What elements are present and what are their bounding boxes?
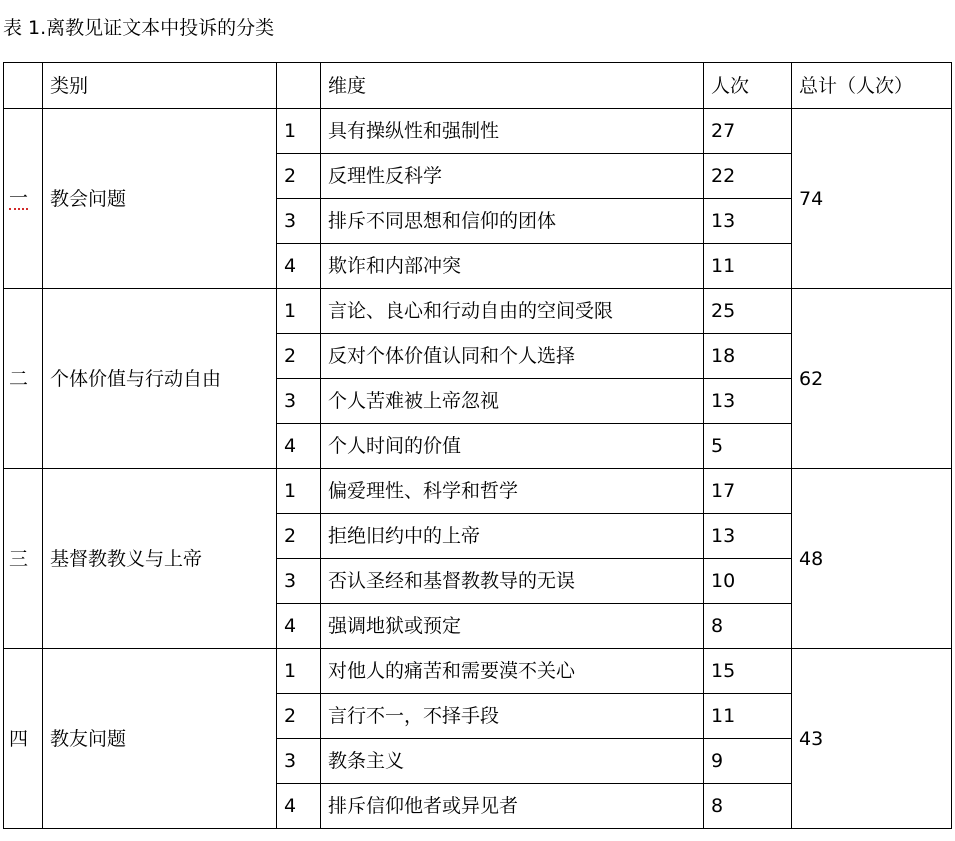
row-dimension: 排斥信仰他者或异见者	[321, 784, 704, 829]
section-total: 74	[792, 109, 952, 289]
row-count: 5	[704, 424, 792, 469]
row-number: 4	[277, 244, 321, 289]
section-number	[4, 109, 43, 289]
table-row	[4, 649, 952, 694]
row-dimension: 欺诈和内部冲突	[321, 244, 704, 289]
header-dimension: 维度	[321, 63, 704, 109]
row-number: 2	[277, 694, 321, 739]
row-dimension: 反理性反科学	[321, 154, 704, 199]
row-count: 13	[704, 379, 792, 424]
header-item-no	[277, 63, 321, 109]
section-number: 四	[4, 649, 43, 829]
row-number: 4	[277, 784, 321, 829]
row-number: 3	[277, 739, 321, 784]
row-number: 4	[277, 604, 321, 649]
row-dimension: 反对个体价值认同和个人选择	[321, 334, 704, 379]
row-number: 2	[277, 154, 321, 199]
row-dimension: 排斥不同思想和信仰的团体	[321, 199, 704, 244]
row-number: 3	[277, 559, 321, 604]
spellcheck-underline: 一	[9, 187, 29, 209]
row-number: 2	[277, 514, 321, 559]
row-dimension: 拒绝旧约中的上帝	[321, 514, 704, 559]
table-row	[4, 289, 952, 334]
row-dimension: 个人时间的价值	[321, 424, 704, 469]
row-number: 3	[277, 379, 321, 424]
section-category: 教友问题	[43, 649, 277, 829]
table-caption: 表 1.离教见证文本中投诉的分类	[3, 17, 275, 39]
complaint-classification-table	[3, 62, 952, 829]
section-total: 43	[792, 649, 952, 829]
row-count: 11	[704, 694, 792, 739]
row-number: 1	[277, 469, 321, 514]
header-count: 人次	[704, 63, 792, 109]
row-dimension: 言行不一，不择手段	[321, 694, 704, 739]
row-dimension: 教条主义	[321, 739, 704, 784]
header-row	[4, 63, 952, 109]
header-total: 总计（人次）	[792, 63, 952, 109]
row-number: 4	[277, 424, 321, 469]
row-number: 2	[277, 334, 321, 379]
row-number: 1	[277, 289, 321, 334]
section-category: 基督教教义与上帝	[43, 469, 277, 649]
row-count: 27	[704, 109, 792, 154]
section-total: 62	[792, 289, 952, 469]
section-category: 教会问题	[43, 109, 277, 289]
row-count: 8	[704, 604, 792, 649]
row-count: 9	[704, 739, 792, 784]
table-row	[4, 109, 952, 154]
section-total: 48	[792, 469, 952, 649]
row-count: 22	[704, 154, 792, 199]
row-dimension: 对他人的痛苦和需要漠不关心	[321, 649, 704, 694]
row-count: 13	[704, 514, 792, 559]
row-number: 1	[277, 109, 321, 154]
row-count: 25	[704, 289, 792, 334]
header-no	[4, 63, 43, 109]
row-dimension: 言论、良心和行动自由的空间受限	[321, 289, 704, 334]
row-count: 13	[704, 199, 792, 244]
section-number: 二	[4, 289, 43, 469]
row-count: 8	[704, 784, 792, 829]
row-number: 1	[277, 649, 321, 694]
row-dimension: 具有操纵性和强制性	[321, 109, 704, 154]
row-dimension: 否认圣经和基督教教导的无误	[321, 559, 704, 604]
section-category: 个体价值与行动自由	[43, 289, 277, 469]
row-dimension: 强调地狱或预定	[321, 604, 704, 649]
row-count: 18	[704, 334, 792, 379]
row-dimension: 偏爱理性、科学和哲学	[321, 469, 704, 514]
row-number: 3	[277, 199, 321, 244]
table-row	[4, 469, 952, 514]
row-dimension: 个人苦难被上帝忽视	[321, 379, 704, 424]
row-count: 11	[704, 244, 792, 289]
row-count: 17	[704, 469, 792, 514]
row-count: 15	[704, 649, 792, 694]
row-count: 10	[704, 559, 792, 604]
header-category: 类别	[43, 63, 277, 109]
section-number: 三	[4, 469, 43, 649]
